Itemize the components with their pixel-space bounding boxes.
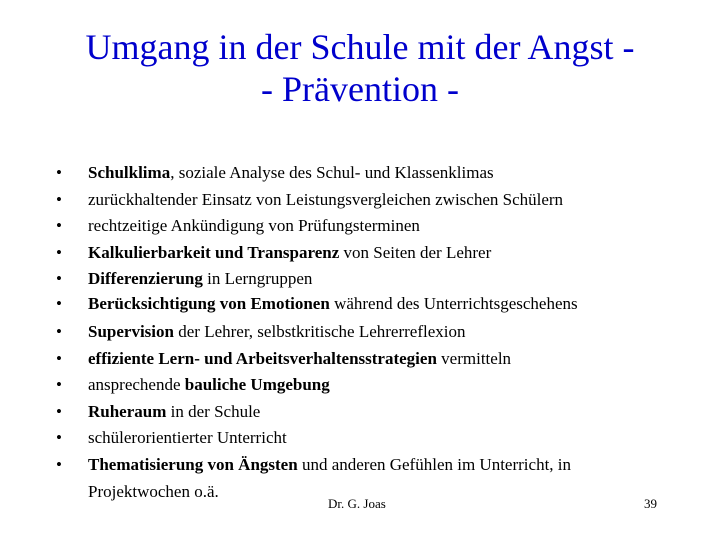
bullet-icon: •	[56, 216, 62, 236]
item-text: in Lerngruppen	[202, 269, 313, 289]
title-line-1: Umgang in der Schule mit der Angst -	[85, 27, 635, 67]
bullet-icon: •	[56, 242, 62, 262]
item-bold: Thematisierung von Ängsten	[88, 454, 298, 474]
slide-title	[40, 26, 680, 110]
page-number: 39	[644, 496, 657, 511]
footer-author: Dr. G. Joas	[328, 496, 386, 511]
item-bold: Schulklima	[88, 163, 171, 182]
list-item	[56, 160, 676, 187]
list-item	[56, 399, 676, 426]
item-text: während des Unterrichtsgeschehens	[329, 293, 578, 313]
item-bold: Ruheraum	[88, 401, 167, 421]
item-bold: effiziente Lern- und Arbeitsverhaltensstrategien	[88, 348, 437, 368]
bullet-icon: •	[56, 269, 62, 289]
title-line-2: - Prävention -	[261, 69, 459, 109]
list-item	[56, 266, 676, 293]
list-item	[56, 293, 676, 319]
item-text: von Seiten der Lehrer	[339, 242, 492, 262]
item-bold: Differenzierung	[88, 269, 203, 289]
item-text: zurückhaltender Einsatz von Leistungsvergleichen zwischen Schülern	[88, 189, 564, 209]
list-item	[56, 372, 676, 399]
bullet-icon: •	[56, 428, 62, 448]
list-item	[56, 187, 676, 214]
item-text: und anderen Gefühlen im Unterricht, in Projektwochen o.ä.	[88, 454, 572, 501]
item-bold: Kalkulierbarkeit und Transparenz	[88, 242, 340, 262]
item-text: in der Schule	[166, 401, 261, 421]
list-item	[56, 425, 676, 452]
item-text: schülerorientierter Unterricht	[88, 428, 287, 448]
list-item	[56, 213, 676, 240]
bullet-list	[56, 160, 676, 505]
bullet-icon: •	[56, 348, 62, 368]
item-bold: Supervision	[88, 321, 174, 341]
bullet-icon: •	[56, 454, 62, 474]
list-item	[56, 346, 676, 373]
item-bold: bauliche Umgebung	[184, 375, 330, 395]
bullet-icon: •	[56, 375, 62, 395]
item-bold: Berücksichtigung von Emotionen	[88, 293, 330, 313]
item-text: , soziale Analyse des Schul- und Klassenklimas	[170, 163, 494, 182]
item-text: rechtzeitige Ankündigung von Prüfungsterminen	[88, 216, 420, 236]
bullet-icon: •	[56, 321, 62, 341]
bullet-icon: •	[56, 189, 62, 209]
bullet-icon: •	[56, 163, 62, 182]
item-text: vermitteln	[436, 348, 512, 368]
item-text: ansprechende	[88, 375, 185, 395]
bullet-icon: •	[56, 293, 62, 313]
bullet-icon: •	[56, 401, 62, 421]
list-item	[56, 319, 676, 346]
list-item	[56, 240, 676, 267]
item-text: der Lehrer, selbstkritische Lehrerreflexion	[173, 321, 466, 341]
